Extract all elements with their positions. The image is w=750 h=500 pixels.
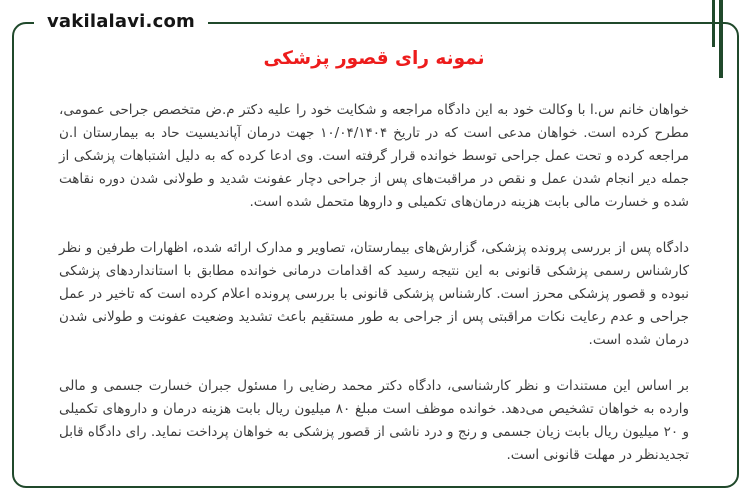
verdict-paragraph-claim: خواهان خانم س.ا با وکالت خود به این دادگاه مراجعه و شکایت خود را علیه دکتر م.ض متخصص جراحی عمومی، مطرح کرده است. خواهان مدعی است که در تاریخ ۱۰/۰۴/۱۴۰۴ جهت درمان آپاندیسیت حاد به بیمارستان ا.ن مراجعه کرده و تحت عمل جراحی توسط خوانده قرار گرفته است. وی ادعا کرده که به دلیل اشتباهات پزشکی از جمله دیر انجام شدن عمل و نقص در مراقبت‌های پس از جراحی دچار عفونت شدید و طولانی شدن دوره نقاهت شده و خسارت مالی بابت هزینه درمان‌های تکمیلی و داروها متحمل شده است. [59,102,689,210]
verdict-content [59,45,689,467]
site-logo: vakilalavi.com [34,9,208,34]
verdict-paragraph-ruling: بر اساس این مستندات و نظر کارشناسی، دادگاه دکتر محمد رضایی را مسئول جبران خسارت جسمی و مالی وارده به خواهان تشخیص می‌دهد. خوانده موظف است مبلغ ۸۰ میلیون ریال بابت هزینه درمان و داروهای تکمیلی و ۲۰ میلیون ریال بابت زیان جسمی و رنج و درد ناشی از قصور پزشکی به خواهان پرداخت نماید. رای دادگاه قابل تجدیدنظر در مهلت قانونی است. [59,378,690,463]
page-title: نمونه رای قصور پزشکی [263,48,485,69]
verdict-paragraph-findings: دادگاه پس از بررسی پرونده پزشکی، گزارش‌های بیمارستان، تصاویر و مدارک ارائه شده، اظهارات طرفین و نظر کارشناس رسمی پزشکی قانونی به این نتیجه رسید که اقدامات درمانی خوانده مطابق با استانداردهای پزشکی نبوده و قصور پزشکی محرز است. کارشناس پزشکی قانونی با بررسی پرونده اعلام کرده است که تاخیر در عمل جراحی و عدم رعایت نکات مراقبتی پس از جراحی به طور مستقیم باعث تشدید وضعیت عفونت و طولانی شدن درمان شده است. [59,240,689,348]
corner-ribbon-bar-icon [719,0,723,78]
corner-ribbon-bar-icon [712,0,715,47]
